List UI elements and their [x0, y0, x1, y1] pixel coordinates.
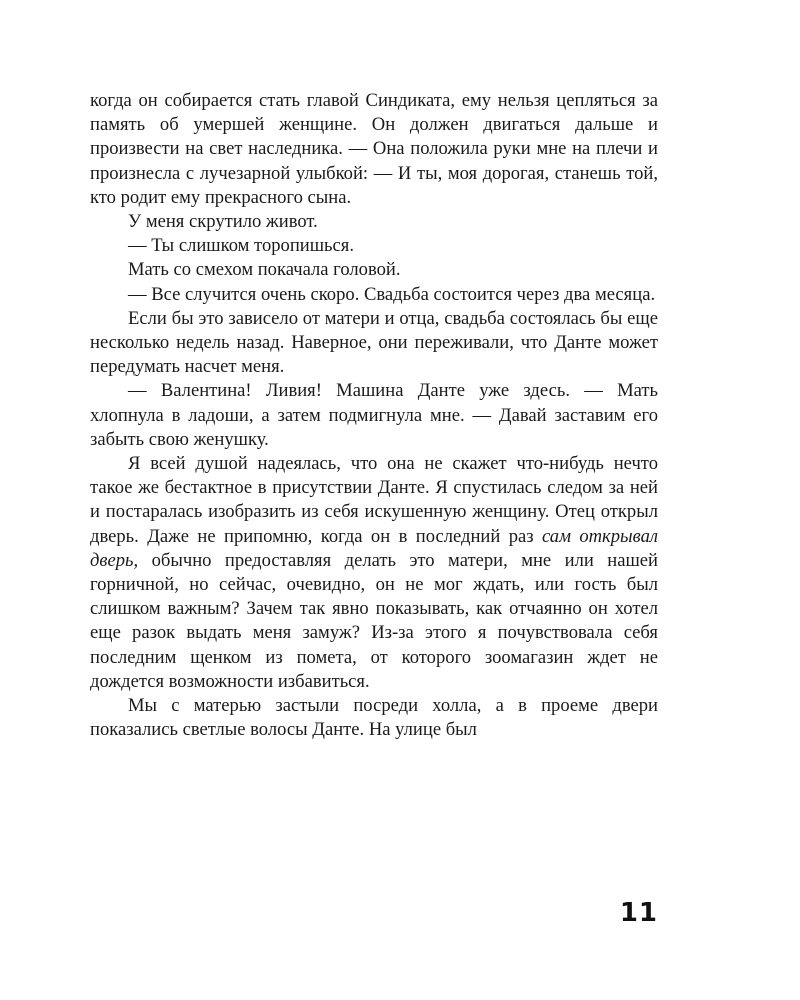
paragraph-2: У меня скрутило живот.: [128, 211, 318, 233]
page-number: 11: [619, 898, 658, 928]
paragraph-7: — Валентина! Ливия! Машина Данте уже здесь. — Мать хлопнула в ладоши, а затем подмигнула мне. — Давай заставим его забыть свою женушку.: [90, 380, 658, 450]
paragraph-5: — Все случится очень скоро. Свадьба состоится через два месяца.: [128, 283, 656, 305]
paragraph-1: когда он собирается стать главой Синдиката, ему нельзя цепляться за память об умершей женщине. Он должен двигаться дальше и произвести на свет наследника. — Она положила руки мне на плечи и произнесла с лучезарной улыбкой: — И ты, моя дорогая, станешь той, кто родит ему прекрасного сына.: [90, 90, 658, 208]
paragraph-4: Мать со смехом покачала головой.: [128, 259, 401, 281]
page-body: [90, 89, 658, 742]
paragraph-8: Я всей душой надеялась, что она не скажет что-нибудь нечто такое же бестактное в присутствии Данте. Я спустилась следом за ней и постаралась изобразить из себя искушенную женщину. Отец открыл дверь. Даже не припомню, когда он в последний раз сам открывал дверь, обычно предоставляя делать это матери, мне или нашей горничной, но сейчас, очевидно, он не мог ждать, или гость был слишком важным? Зачем так явно показывать, как отчаянно он хотел еще разок выдать меня замуж? Из-за этого я почувствовала себя последним щенком из помета, от которого зоомагазин ждет не дождется возможности избавиться.: [90, 453, 658, 692]
paragraph-3: — Ты слишком торопишься.: [128, 235, 354, 257]
paragraph-6: Если бы это зависело от матери и отца, свадьба состоялась бы еще несколько недель назад. Наверное, они переживали, что Данте может передумать насчет меня.: [90, 307, 658, 378]
paragraph-9: Мы с матерью застыли посреди холла, а в проеме двери показались светлые волосы Данте. На улице был: [90, 695, 658, 741]
italic-phrase: сам открывал дверь: [90, 525, 658, 571]
